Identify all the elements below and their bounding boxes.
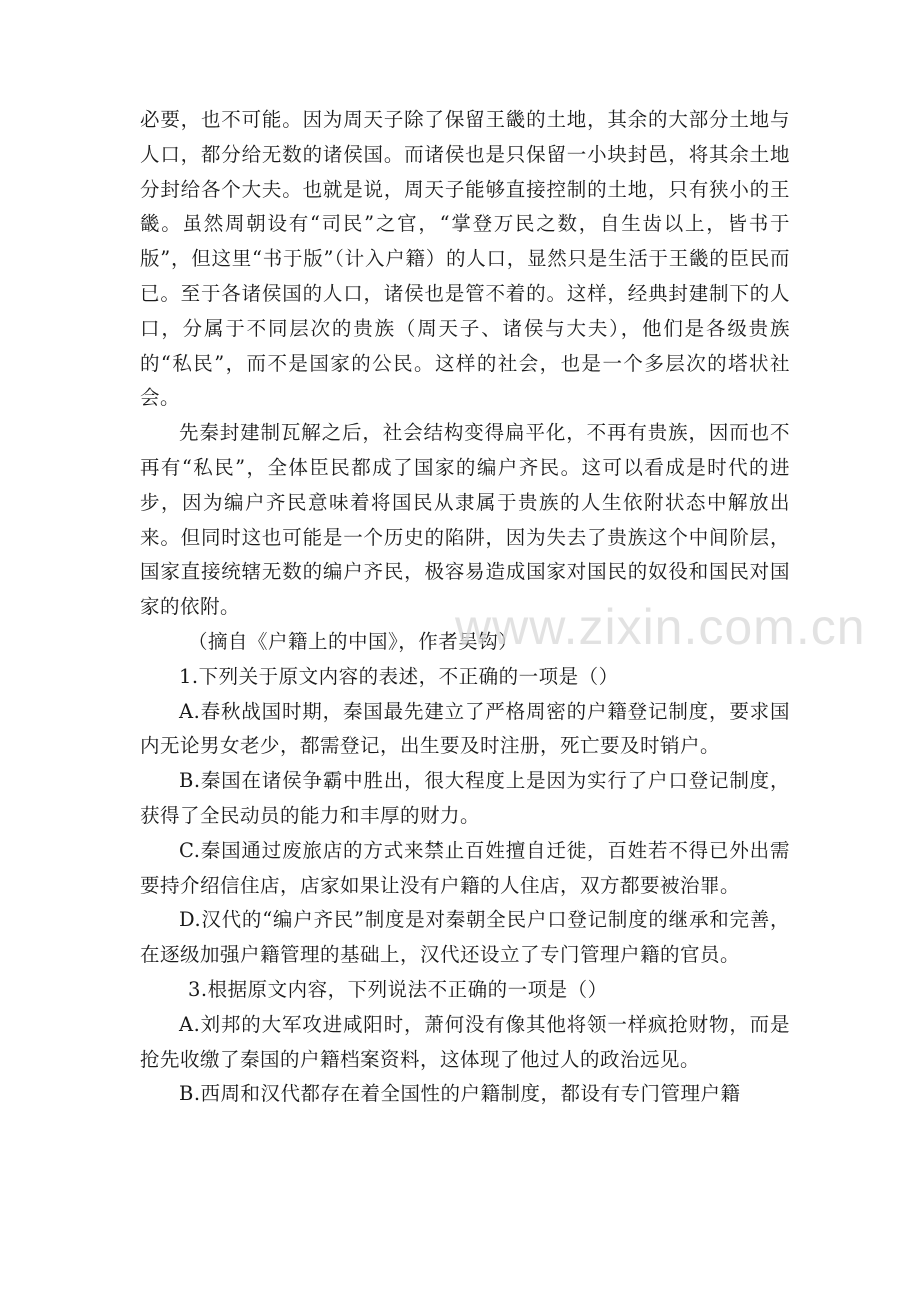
passage-source: （摘自《户籍上的中国》，作者吴钩） bbox=[188, 629, 519, 653]
question-1-option-a: A.春秋战国时期，秦国最先建立了严格周密的户籍登记制度，要求国内无论男女老少，都需登记，出生要及时注册，死亡要及时销户。 bbox=[140, 699, 790, 758]
passage-paragraph-1: 必要，也不可能。因为周天子除了保留王畿的土地，其余的大部分土地与人口，都分给无数的诸侯国。而诸侯也是只保留一小块封邑，将其余土地分封给各个大夫。也就是说，周天子能够直接控制的土地，只有狭小的王畿。虽然周朝设有“司民”之官，“掌登万民之数，自生齿以上，皆书于版”，但这里“书于版”（计入户籍）的人口，显然只是生活于王畿的臣民而已。至于各诸侯国的人口，诸侯也是管不着的。这样，经典封建制下的人口，分属于不同层次的贵族（周天子、诸侯与大夫），他们是各级贵族的“私民”，而不是国家的公民。这样的社会，也是一个多层次的塔状社会。 bbox=[140, 108, 790, 410]
watermark-text: www.zixin.com.cn bbox=[455, 599, 866, 655]
question-1-option-c: C.秦国通过废旅店的方式来禁止百姓擅自迁徙，百姓若不得已外出需要持介绍信住店，店家如果让没有户籍的人住店，双方都要被治罪。 bbox=[140, 838, 790, 897]
passage-paragraph-2: 先秦封建制瓦解之后，社会结构变得扁平化，不再有贵族，因而也不再有“私民”，全体臣民都成了国家的编户齐民。这可以看成是时代的进步，因为编户齐民意味着将国民从隶属于贵族的人生依附状态中解放出来。但同时这也可能是一个历史的陷阱，因为失去了贵族这个中间阶层，国家直接统辖无数的编户齐民，极容易造成国家对国民的奴役和国民对国家的依附。 bbox=[140, 421, 790, 619]
question-1-stem: 1.下列关于原文内容的表述，不正确的一项是（） bbox=[179, 664, 619, 688]
question-3-stem: 3.根据原文内容，下列说法不正确的一项是（） bbox=[188, 977, 608, 1001]
question-1-option-d: D.汉代的“编户齐民”制度是对秦朝全民户口登记制度的继承和完善，在逐级加强户籍管理的基础上，汉代还设立了专门管理户籍的官员。 bbox=[140, 908, 790, 967]
document-body bbox=[140, 103, 790, 1112]
question-3-option-b: B.西周和汉代都存在着全国性的户籍制度，都设有专门管理户籍 bbox=[179, 1082, 741, 1106]
question-1-option-b: B.秦国在诸侯争霸中胜出，很大程度上是因为实行了户口登记制度，获得了全民动员的能力和丰厚的财力。 bbox=[140, 769, 790, 827]
question-3-option-a: A.刘邦的大军攻进咸阳时，萧何没有像其他将领一样疯抢财物，而是抢先收缴了秦国的户籍档案资料，这体现了他过人的政治远见。 bbox=[140, 1012, 790, 1071]
